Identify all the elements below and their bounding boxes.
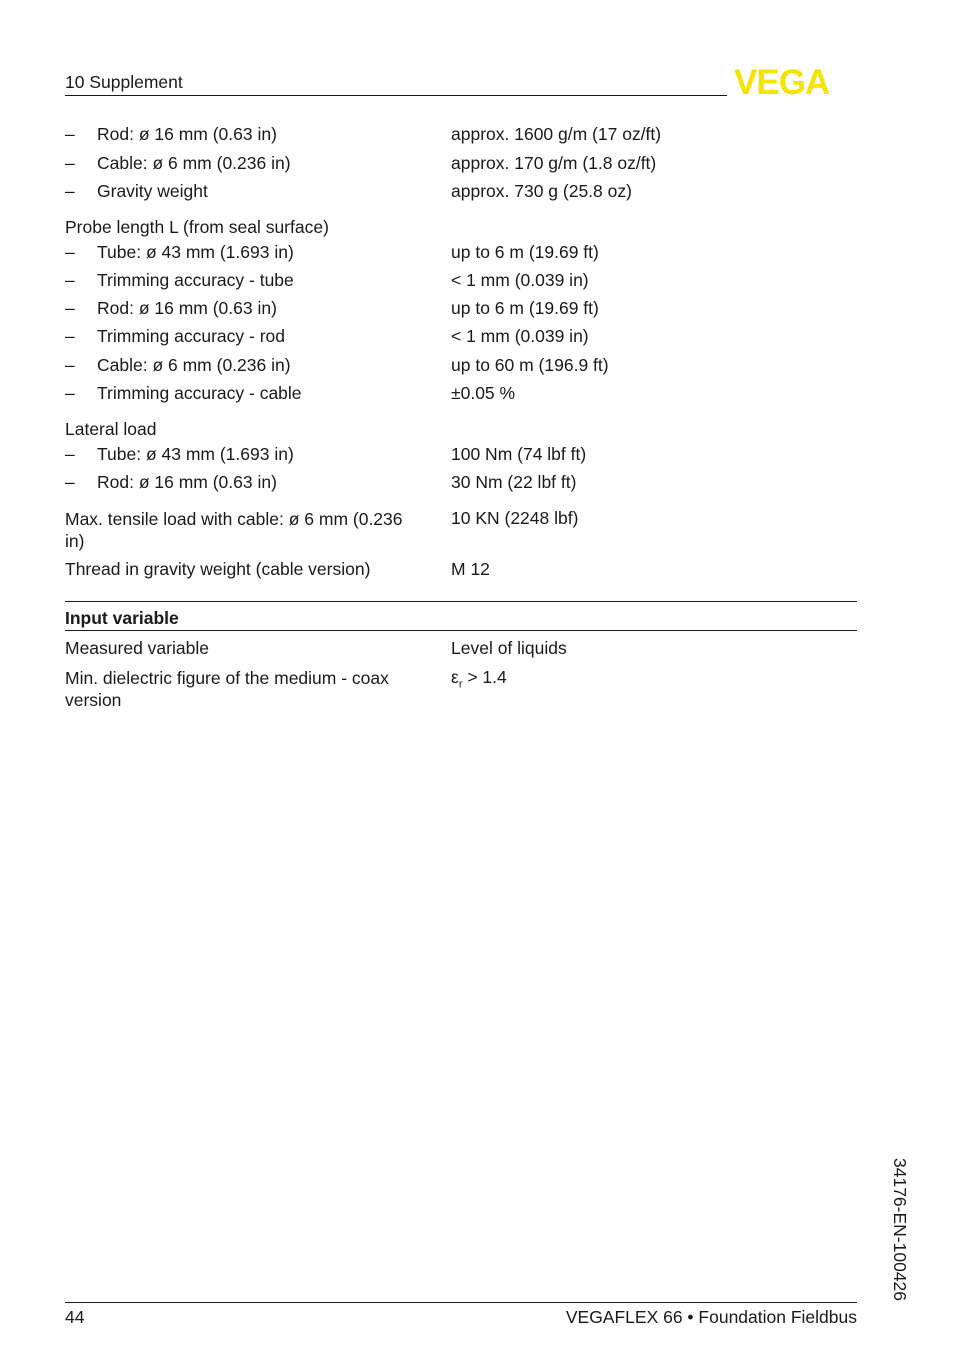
- dash: –: [65, 124, 75, 144]
- dielectric-label: Min. dielectric figure of the medium - coax version: [65, 668, 389, 710]
- section-header: [65, 608, 857, 632]
- spec-value: up to 6 m (19.69 ft): [451, 298, 599, 318]
- spec-value: 100 Nm (74 lbf ft): [451, 444, 587, 464]
- spec-label: Gravity weight: [97, 181, 208, 201]
- vega-logo: [734, 66, 858, 96]
- spec-row: [65, 472, 857, 496]
- tensile-label: Max. tensile load with cable: ø 6 mm (0.236 in): [65, 509, 403, 551]
- measured-label: Measured variable: [65, 638, 209, 658]
- header-rule: [65, 95, 727, 96]
- spec-value: up to 60 m (196.9 ft): [451, 355, 609, 375]
- spec-label: Trimming accuracy - rod: [97, 326, 285, 346]
- spec-label: Trimming accuracy - tube: [97, 270, 294, 290]
- dash: –: [65, 270, 75, 290]
- thread-value: M 12: [451, 559, 490, 579]
- spec-row: [65, 508, 857, 554]
- spec-label: Tube: ø 43 mm (1.693 in): [97, 242, 294, 262]
- group-heading: [65, 419, 857, 443]
- group-heading: [65, 217, 857, 241]
- spec-value: ±0.05 %: [451, 383, 516, 403]
- spec-value: approx. 170 g/m (1.8 oz/ft): [451, 153, 657, 173]
- footer-title: VEGAFLEX 66 • Foundation Fieldbus: [565, 1307, 857, 1327]
- section-title: Input variable: [65, 608, 179, 628]
- measured-value: Level of liquids: [451, 638, 567, 658]
- spec-label: Cable: ø 6 mm (0.236 in): [97, 153, 291, 173]
- spec-row: [65, 270, 857, 294]
- logo-text: VEGA: [734, 66, 830, 96]
- spec-value: approx. 1600 g/m (17 oz/ft): [451, 124, 662, 144]
- spec-row: [65, 153, 857, 177]
- dash: –: [65, 383, 75, 403]
- spec-row: [65, 444, 857, 468]
- section-rule-bottom: [65, 630, 857, 631]
- spec-value: up to 6 m (19.69 ft): [451, 242, 599, 262]
- spec-row: [65, 326, 857, 350]
- spec-label: Tube: ø 43 mm (1.693 in): [97, 444, 294, 464]
- header-section: 10 Supplement: [65, 72, 183, 92]
- thread-label: Thread in gravity weight (cable version): [65, 559, 371, 579]
- dash: –: [65, 326, 75, 346]
- dash: –: [65, 298, 75, 318]
- spec-value: < 1 mm (0.039 in): [451, 326, 589, 346]
- dash: –: [65, 444, 75, 464]
- spec-row: [65, 383, 857, 407]
- tensile-value: 10 KN (2248 lbf): [451, 508, 579, 528]
- spec-label: Trimming accuracy - cable: [97, 383, 302, 403]
- dash: –: [65, 181, 75, 201]
- dash: –: [65, 242, 75, 262]
- spec-label: Rod: ø 16 mm (0.63 in): [97, 472, 277, 492]
- lateral-load-heading: Lateral load: [65, 419, 157, 439]
- epsilon-subscript: r: [458, 678, 463, 691]
- spec-row: [65, 559, 857, 583]
- probe-length-heading: Probe length L (from seal surface): [65, 217, 329, 237]
- footer-rule: [65, 1302, 857, 1303]
- spec-label: Rod: ø 16 mm (0.63 in): [97, 124, 277, 144]
- epsilon-symbol: ε: [451, 667, 459, 687]
- spec-label: Cable: ø 6 mm (0.236 in): [97, 355, 291, 375]
- page-number: 44: [65, 1307, 85, 1327]
- spec-row: [65, 638, 857, 662]
- spec-row: [65, 242, 857, 266]
- dash: –: [65, 355, 75, 375]
- spec-row: [65, 298, 857, 322]
- spec-row: [65, 181, 857, 205]
- spec-value: < 1 mm (0.039 in): [451, 270, 589, 290]
- spec-value: approx. 730 g (25.8 oz): [451, 181, 632, 201]
- section-rule-top: [65, 601, 857, 602]
- dielectric-value: [451, 667, 507, 691]
- spec-row: [65, 124, 857, 148]
- dielectric-rest: > 1.4: [462, 667, 507, 687]
- spec-value: 30 Nm (22 lbf ft): [451, 472, 577, 492]
- spec-row: [65, 355, 857, 379]
- dash: –: [65, 153, 75, 173]
- spec-label: Rod: ø 16 mm (0.63 in): [97, 298, 277, 318]
- document-id: 34176-EN-100426: [890, 1158, 910, 1302]
- spec-row: [65, 667, 857, 713]
- dash: –: [65, 472, 75, 492]
